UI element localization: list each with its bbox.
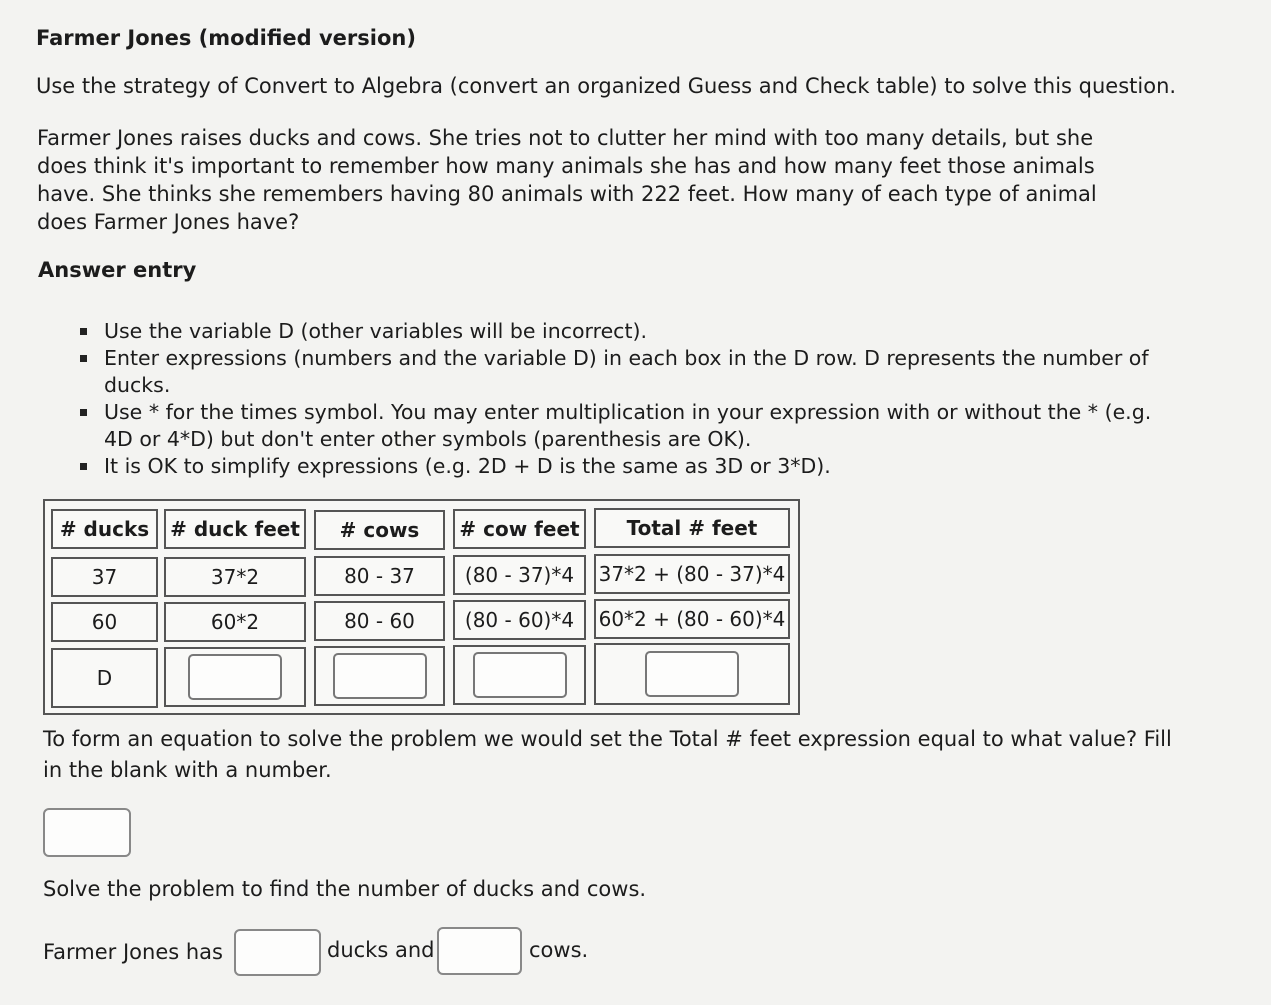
variable-row-label: D — [51, 648, 158, 708]
table-cell: 60 — [51, 602, 158, 642]
header-cow-feet: # cow feet — [453, 509, 586, 549]
header-cows: # cows — [314, 510, 445, 550]
header-ducks: # ducks — [51, 509, 158, 549]
cows-answer-input[interactable] — [437, 927, 522, 975]
table-cell: 80 - 60 — [314, 601, 445, 641]
ducks-answer-input[interactable] — [234, 929, 321, 976]
total-feet-input[interactable] — [645, 651, 739, 697]
cow-feet-input[interactable] — [473, 652, 567, 698]
problem-title: Farmer Jones (modified version) — [36, 26, 416, 50]
guess-check-table — [43, 499, 800, 715]
total-value-input[interactable] — [43, 808, 131, 857]
strategy-text: Use the strategy of Convert to Algebra (convert an organized Guess and Check table) to solve this question. — [36, 74, 1177, 98]
bullet-icon — [80, 463, 87, 470]
total-feet-cell — [594, 643, 790, 705]
bullet-icon — [80, 328, 87, 335]
table-cell: (80 - 60)*4 — [453, 600, 586, 640]
instruction-item: Enter expressions (numbers and the variable D) in each box in the D row. D represents the number of ducks. — [80, 345, 1160, 399]
instruction-item: It is OK to simplify expressions (e.g. 2D + D is the same as 3D or 3*D). — [80, 453, 1160, 480]
answer-entry-heading: Answer entry — [38, 258, 197, 282]
instruction-item: Use * for the times symbol. You may enter multiplication in your expression with or without the * (e.g. 4D or 4*D) but don't enter other symbols (parenthesis are OK). — [80, 399, 1160, 453]
instruction-list — [80, 318, 1160, 480]
table-cell: 80 - 37 — [314, 556, 445, 596]
total-equation-question: To form an equation to solve the problem we would set the Total # feet expression equal to what value? Fill in the blank with a number. — [43, 727, 1172, 782]
header-total-feet: Total # feet — [594, 508, 790, 548]
final-suffix: cows. — [529, 938, 589, 962]
instruction-item: Use the variable D (other variables will be incorrect). — [80, 318, 1160, 345]
cows-cell — [314, 646, 445, 706]
table-cell: 60*2 — [164, 602, 306, 642]
bullet-icon — [80, 409, 87, 416]
table-cell: 37 — [51, 557, 158, 597]
final-prefix: Farmer Jones has — [43, 940, 223, 964]
duck-feet-cell — [164, 647, 306, 707]
final-middle: ducks and — [327, 938, 435, 962]
table-cell: (80 - 37)*4 — [453, 555, 586, 595]
table-cell: 37*2 — [164, 557, 306, 597]
bullet-icon — [80, 355, 87, 362]
solve-question: Solve the problem to find the number of ducks and cows. — [43, 877, 647, 901]
header-duck-feet: # duck feet — [164, 509, 306, 549]
problem-text: Farmer Jones raises ducks and cows. She tries not to clutter her mind with too many details, but she does think it's important to remember how many animals she has and how many feet those animals have. She thinks she remembers having 80 animals with 222 feet. How many of each type of animal does Farmer Jones have? — [37, 126, 1097, 234]
cows-input[interactable] — [333, 653, 427, 699]
table-cell: 60*2 + (80 - 60)*4 — [594, 599, 790, 639]
table-cell: 37*2 + (80 - 37)*4 — [594, 554, 790, 594]
cow-feet-cell — [453, 645, 586, 705]
duck-feet-input[interactable] — [188, 654, 282, 700]
